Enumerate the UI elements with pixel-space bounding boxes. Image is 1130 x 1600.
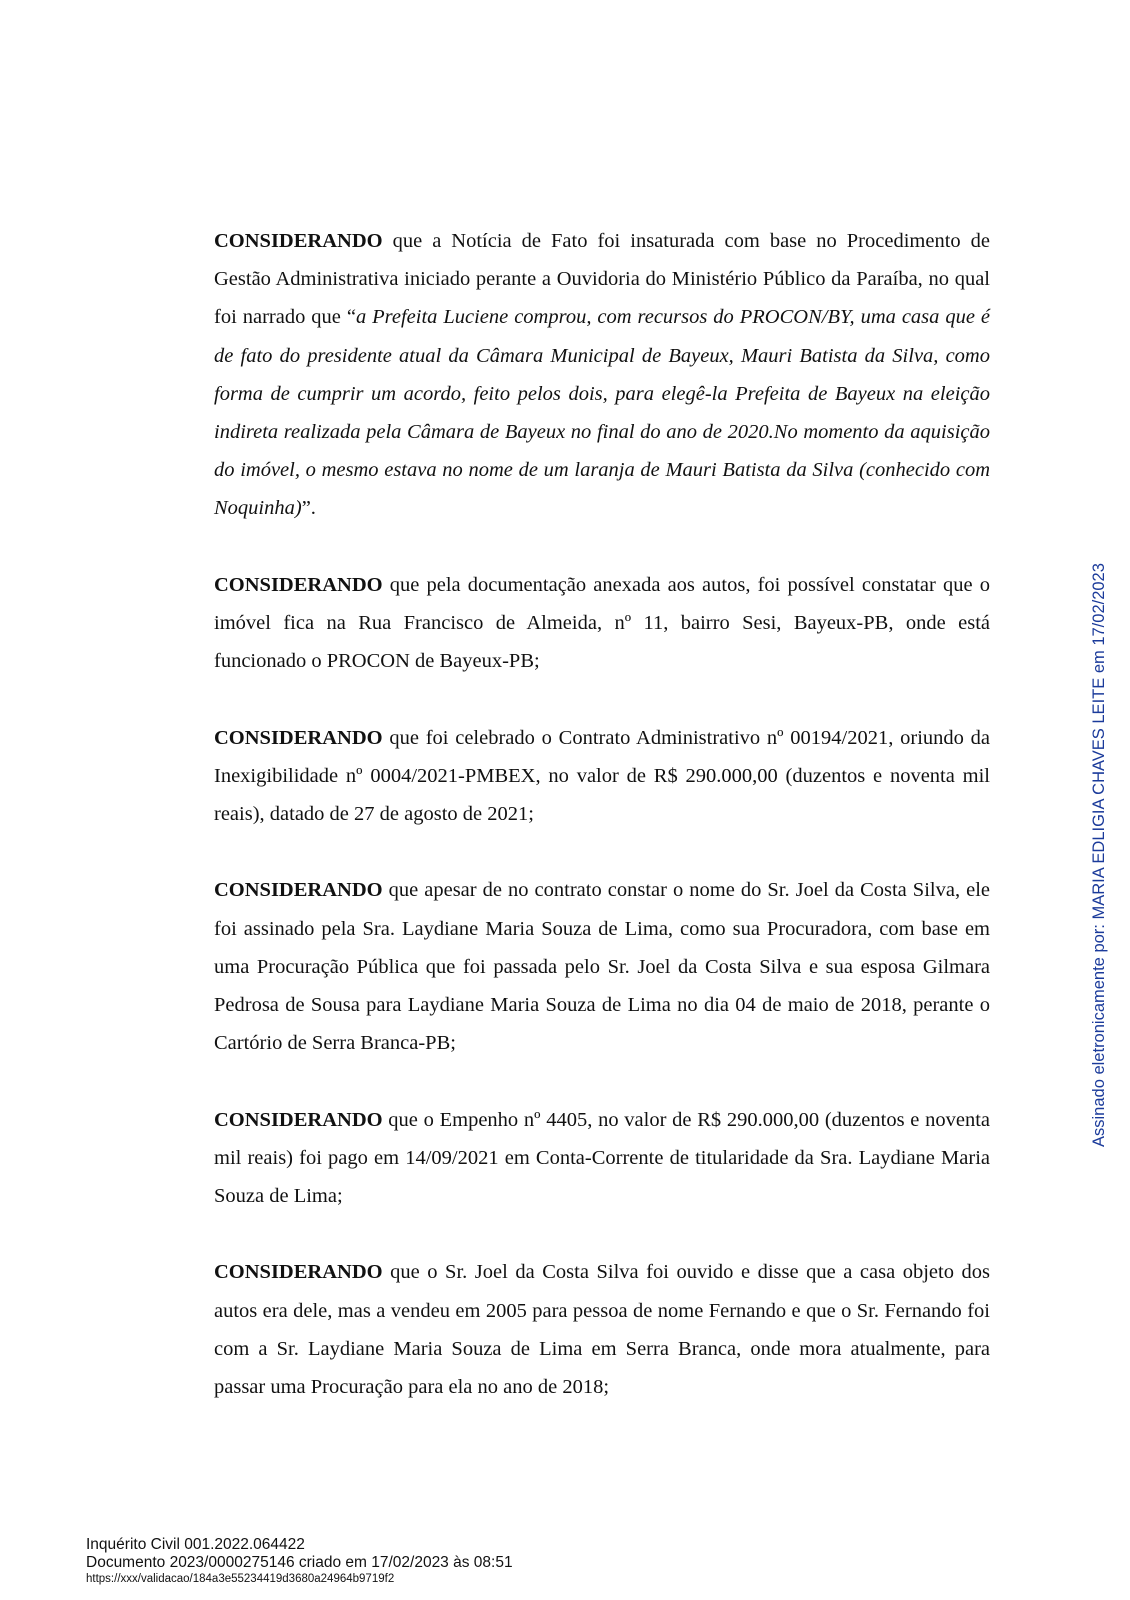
paragraph-text: que apesar de no contrato constar o nome do Sr. Joel da Costa Silva, ele foi assinado pela Sra. Laydiane Maria Souza de Lima, como sua Procuradora, com base em uma Procuração Pública que foi passada pelo Sr. Joel da Costa Silva e sua esposa Gilmara Pedrosa de Sousa para Laydiane Maria Souza de Lima no dia 04 de maio de 2018, perante o Cartório de Serra Branca-PB; [214,879,990,1055]
paragraph-5 [214,1101,990,1216]
paragraph-keyword: CONSIDERANDO [214,1261,383,1284]
paragraph-2 [214,566,990,681]
paragraph-keyword: CONSIDERANDO [214,726,383,749]
paragraph-keyword: CONSIDERANDO [214,230,383,252]
paragraph-text: que pela documentação anexada aos autos, foi possível constatar que o imóvel fica na Rua Francisco de Almeida, nº 11, bairro Sesi, Bayeux-PB, onde está funcionado o PROCON de Bayeux-PB; [214,573,990,673]
paragraph-text: que a Notícia de Fato foi insaturada com base no Procedimento de Gestão Administrativa iniciado perante a Ouvidoria do Ministério Público da Paraíba, no qual foi narrado que “ [214,230,990,329]
paragraph-3 [214,719,990,834]
document-footer [86,1536,513,1586]
paragraph-keyword: CONSIDERANDO [214,879,383,902]
paragraph-text: que o Sr. Joel da Costa Silva foi ouvido e disse que a casa objeto dos autos era dele, mas a vendeu em 2005 para pessoa de nome Fernando e que o Sr. Fernando foi com a Sr. Laydiane Maria Souza de Lima em Serra Branca, onde mora atualmente, para passar uma Procuração para ela no ano de 2018; [214,1261,990,1399]
paragraph-quote: a Prefeita Luciene comprou, com recursos do PROCON/BY, uma casa que é de fato do presidente atual da Câmara Municipal de Bayeux, Mauri Batista da Silva, como forma de cumprir um acordo, feito pelos dois, para elegê-la Prefeita de Bayeux na eleição indireta realizada pela Câmara de Bayeux no final do ano de 2020.No momento da aquisição do imóvel, o mesmo estava no nome de um laranja de Mauri Batista da Silva (conhecido com Noquinha) [214,306,991,520]
paragraph-4 [214,871,990,1062]
footer-case-number: Inquérito Civil 001.2022.064422 [86,1536,305,1553]
paragraph-quote-end: ”. [301,497,316,520]
footer-validation-url: https://xxx/validacao/184a3e55234419d3680a24964b9719f2 [86,1573,395,1585]
paragraph-keyword: CONSIDERANDO [214,573,383,596]
paragraph-1 [214,222,990,528]
paragraph-6 [214,1253,990,1406]
footer-document-info: Documento 2023/0000275146 criado em 17/02/2023 às 08:51 [86,1554,513,1571]
paragraph-text: que foi celebrado o Contrato Administrativo nº 00194/2021, oriundo da Inexigibilidade nº 0004/2021-PMBEX, no valor de R$ 290.000,00 (duzentos e noventa mil reais), datado de 27 de agosto de 2021; [214,726,990,826]
document-body [214,222,990,1444]
paragraph-text: que o Empenho nº 4405, no valor de R$ 290.000,00 (duzentos e noventa mil reais) foi pago em 14/09/2021 em Conta-Corrente de titularidade da Sra. Laydiane Maria Souza de Lima; [214,1108,990,1208]
paragraph-keyword: CONSIDERANDO [214,1108,383,1131]
electronic-signature-stamp: Assinado eletronicamente por: MARIA EDLIGIA CHAVES LEITE em 17/02/2023 [1090,563,1108,1147]
